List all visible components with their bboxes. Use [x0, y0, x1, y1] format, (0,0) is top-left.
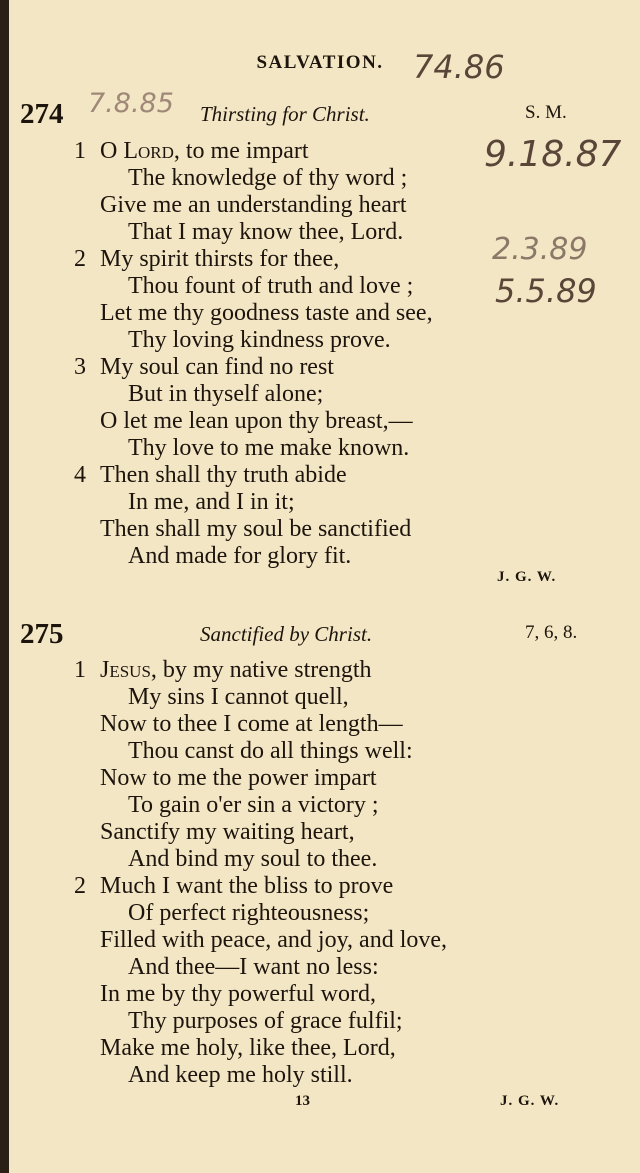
hymn-number: 275: [20, 618, 64, 650]
verse-line: [100, 137, 309, 165]
first-words: O Lord,: [100, 138, 180, 164]
verse-line: Give me an understanding heart: [100, 192, 407, 218]
verse-number: 2: [74, 246, 86, 272]
verse-line: And made for glory fit.: [128, 543, 352, 569]
hymn-meter: S. M.: [525, 102, 567, 123]
verse-line: Now to thee I come at length—: [100, 711, 403, 737]
handwritten-annotation: 2.3.89: [492, 232, 588, 267]
verse-line: But in thyself alone;: [128, 381, 324, 407]
verse-line: That I may know thee, Lord.: [128, 219, 404, 245]
verse-line: And bind my soul to thee.: [128, 846, 378, 872]
verse-line: Thy love to me make known.: [128, 435, 410, 461]
hymn-meter: 7, 6, 8.: [525, 622, 578, 643]
hymn-author: J. G. W.: [497, 569, 557, 585]
verse-line: Thy purposes of grace fulfil;: [128, 1008, 403, 1034]
verse-line: My spirit thirsts for thee,: [100, 246, 340, 272]
hymn-header: [0, 98, 640, 132]
handwritten-annotation: 74.86: [413, 48, 505, 86]
hymn-title: Thirsting for Christ.: [200, 102, 370, 126]
verse-line: Then shall my soul be sanctified: [100, 516, 412, 542]
verse-line: My sins I cannot quell,: [128, 684, 349, 710]
verse-line: Let me thy goodness taste and see,: [100, 300, 433, 326]
verse-number: 1: [74, 138, 86, 164]
verse-line: My soul can find no rest: [100, 354, 334, 380]
verse-line: Then shall thy truth abide: [100, 462, 347, 488]
verse-number: 3: [74, 354, 86, 380]
verse-line: And keep me holy still.: [128, 1062, 353, 1088]
verse-line: And thee—I want no less:: [128, 954, 379, 980]
hymn-number: 274: [20, 98, 64, 130]
verse-line: O let me lean upon thy breast,—: [100, 408, 413, 434]
verse-line: In me, and I in it;: [128, 489, 295, 515]
verse-line: To gain o'er sin a victory ;: [128, 792, 379, 818]
verse-line: [100, 656, 372, 684]
verse-line: Of perfect righteousness;: [128, 900, 370, 926]
line-rest: to me impart: [179, 138, 309, 164]
verse-line: The knowledge of thy word ;: [128, 165, 408, 191]
handwritten-annotation: 5.5.89: [495, 272, 597, 310]
verse-number: 1: [74, 657, 86, 683]
running-head: SALVATION.: [256, 52, 384, 73]
verse-line: Now to me the power impart: [100, 765, 377, 791]
page-folio: 13: [295, 1093, 310, 1109]
verse-number: 2: [74, 873, 86, 899]
verse-line: Filled with peace, and joy, and love,: [100, 927, 448, 953]
page-edge: [0, 0, 9, 1173]
hymn-author: J. G. W.: [500, 1093, 560, 1109]
first-words: Jesus,: [100, 657, 157, 683]
hymn-header: [0, 618, 640, 652]
verse-line: Thou fount of truth and love ;: [128, 273, 414, 299]
verse-line: Thy loving kindness prove.: [128, 327, 391, 353]
verse-line: Much I want the bliss to prove: [100, 873, 394, 899]
verse-number: 4: [74, 462, 86, 488]
handwritten-annotation: 7.8.85: [88, 88, 174, 119]
verse-line: Sanctify my waiting heart,: [100, 819, 355, 845]
verse-line: In me by thy powerful word,: [100, 981, 376, 1007]
verse-line: Make me holy, like thee, Lord,: [100, 1035, 396, 1061]
verse-line: Thou canst do all things well:: [128, 738, 413, 764]
handwritten-annotation: 9.18.87: [484, 134, 622, 175]
line-rest: by my native strength: [156, 657, 372, 683]
hymn-title: Sanctified by Christ.: [200, 622, 373, 646]
